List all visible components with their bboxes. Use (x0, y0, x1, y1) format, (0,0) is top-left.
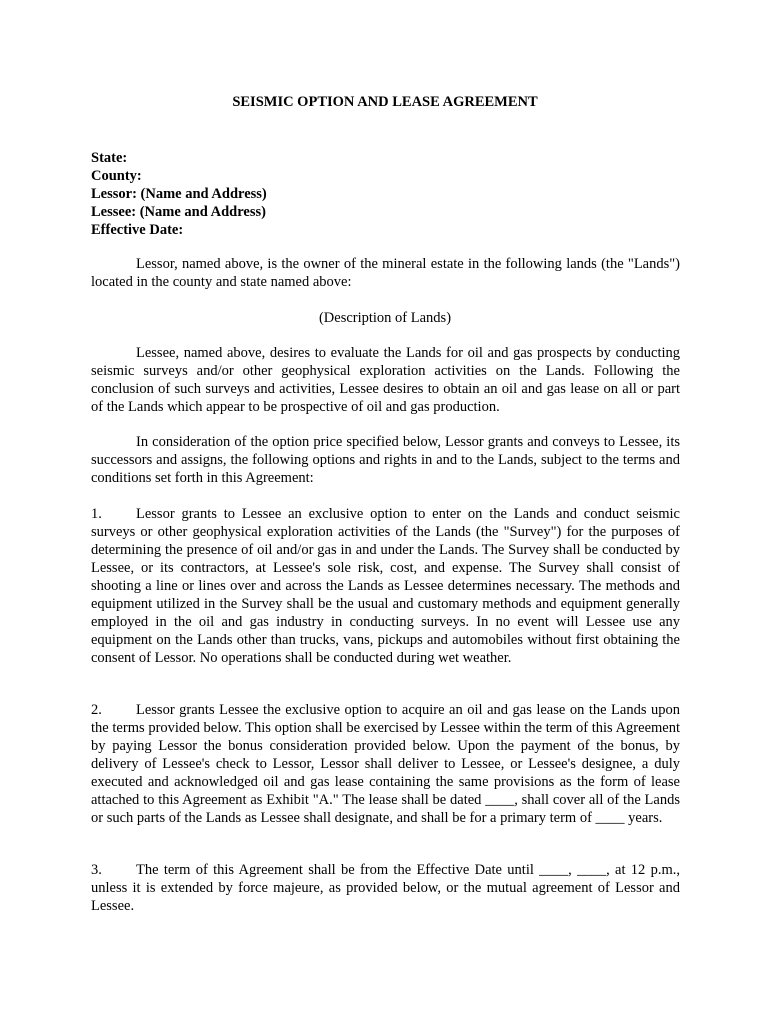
lessor-field-label: Lessor: (Name and Address) (91, 186, 267, 202)
section-1-text: Lessor grants to Lessee an exclusive option to enter on the Lands and conduct seismic surveys or other geophysical exploration activities of the Lands (the "Survey") for the purposes of determining the presence of oil and/or gas in and under the Lands. The Survey shall be conducted by Lessee, or its contractors, at Lessee's sole risk, cost, and expense. The Survey shall consist of shooting a line or lines over and across the Lands as Lessee determines necessary. The methods and equipment utilized in the Survey shall be the usual and customary methods and equipment generally employed in the oil and gas industry in conducting surveys. In no event will Lessee use any equipment on the Lands other than trucks, vans, pickups and automobiles without first obtaining the consent of Lessor. No operations shall be conducted during wet weather. (91, 506, 680, 666)
section-1-paragraph (91, 505, 680, 667)
document-title: SEISMIC OPTION AND LEASE AGREEMENT (232, 94, 538, 110)
section-3-text: The term of this Agreement shall be from the Effective Date until ____, ____, at 12 p.m., unless it is extended by force majeure, as provided below, or the mutual agreement of Lessor and Lessee. (91, 862, 680, 914)
county-field-label: County: (91, 168, 142, 184)
description-of-lands: (Description of Lands) (318, 310, 452, 326)
effective-date-field-label: Effective Date: (91, 222, 184, 238)
section-3-paragraph (91, 861, 680, 915)
intro-paragraph: Lessor, named above, is the owner of the mineral estate in the following lands (the "Lands") located in the county and state named above: (91, 256, 680, 290)
section-3-number: 3. (91, 862, 102, 878)
section-1-number: 1. (91, 506, 102, 522)
section-2-text: Lessor grants Lessee the exclusive option to acquire an oil and gas lease on the Lands upon the terms provided below. This option shall be exercised by Lessee within the term of this Agreement by paying Lessor the bonus consideration provided below. Upon the payment of the bonus, by delivery of Lessee's check to Lessor, Lessor shall deliver to Lessee, or Lessee's designee, a duly executed and acknowledged oil and gas lease containing the same provisions as the form of lease attached to this Agreement as Exhibit "A." The lease shall be dated ____, shall cover all of the Lands or such parts of the Lands as Lessee shall designate, and shall be for a primary term of ____ years. (91, 702, 680, 826)
lessee-desire-paragraph: Lessee, named above, desires to evaluate the Lands for oil and gas prospects by conducting seismic surveys and/or other geophysical exploration activities on the Lands. Following the conclusion of such surveys and activities, Lessee desires to obtain an oil and gas lease on all or part of the Lands which appear to be prospective of oil and gas production. (91, 345, 680, 415)
section-2-paragraph (91, 701, 680, 827)
state-field-label: State: (91, 150, 128, 166)
lessee-field-label: Lessee: (Name and Address) (91, 204, 266, 220)
header-fields (91, 149, 681, 239)
section-2-number: 2. (91, 702, 102, 718)
consideration-paragraph: In consideration of the option price specified below, Lessor grants and conveys to Lessee, its successors and assigns, the following options and rights in and to the Lands, subject to the terms and conditions set forth in this Agreement: (91, 434, 680, 486)
